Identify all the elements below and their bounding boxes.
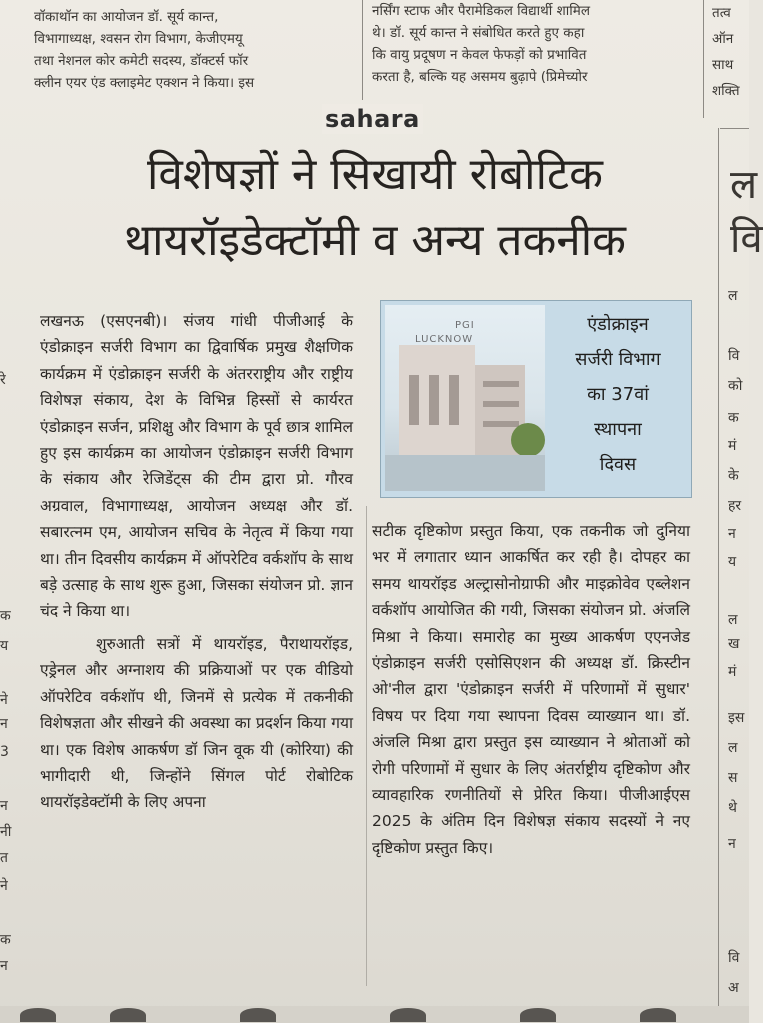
text-line: विभागाध्यक्ष, श्वसन रोग विभाग, केजीएमयू <box>34 31 243 47</box>
text-line: वॉकाथॉन का आयोजन डॉ. सूर्य कान्त, <box>34 9 219 25</box>
cut-glyph <box>390 1008 426 1022</box>
window <box>409 375 419 425</box>
column-rule <box>366 506 367 986</box>
column-rule <box>718 128 719 1008</box>
text-fragment: य <box>728 554 737 570</box>
building-photo <box>385 305 545 491</box>
text-fragment: इस <box>728 710 745 726</box>
text-line: थे। डॉ. सूर्य कान्त ने संबोधित करते हुए कहा <box>372 25 585 41</box>
section-rule <box>720 128 749 129</box>
text-fragment: क <box>0 932 11 948</box>
headline-line-1: विशेषज्ञों ने सिखायी रोबोटिक <box>147 149 603 200</box>
text-fragment: न <box>0 798 8 814</box>
text-fragment: क <box>728 410 739 426</box>
column-rule <box>362 0 363 100</box>
text-fragment: क <box>0 608 11 624</box>
text-fragment: रे <box>0 372 6 388</box>
top-right-article-end <box>372 0 698 104</box>
text-fragment: वि <box>728 348 740 364</box>
article-paragraph: सटीक दृष्टिकोण प्रस्तुत किया, एक तकनीक जो दुनिया भर में लगातार ध्यान आकर्षित कर रही है। दोपहर का समय थायरॉइड अल्ट्रासोनोग्राफी और माइक्रोवेव एब्लेशन वर्कशॉप आयोजित की गयी, जिसका संयोजन प्रो. अंजलि मिश्रा ने किया। समारोह का मुख्य आकर्षण एएनजेड एंडोक्राइन सर्जरी एसोसिएशन की अध्यक्ष डॉ. क्रिस्टीन ओ'नील द्वारा 'एंडोक्राइन सर्जरी में परिणामों में सुधार' विषय पर दिया गया स्थापना दिवस व्याख्यान था। डॉ. अंजलि मिश्रा द्वारा प्रस्तुत इस व्याख्यान ने श्रोताओं को रोगी परिणामों में सुधार के लिए अंतर्राष्ट्रीय दृष्टिकोण और व्यावहारिक रणनीतियों से प्रेरित किया। पीजीआईएस 2025 के अंतिम दिन विशेषज्ञ संकाय सदस्यों ने नए दृष्टिकोण प्रस्तुत किए। <box>372 522 690 857</box>
window <box>449 375 459 425</box>
far-right-column-fragment <box>712 0 749 106</box>
text-fragment: वि <box>728 950 740 966</box>
text-line: करता है, बल्कि यह असमय बुढ़ापे (प्रिमेच्योर <box>372 69 588 85</box>
caption-line: सर्जरी विभाग <box>575 349 661 370</box>
sahara-watermark: sahara <box>322 104 423 134</box>
text-fragment: न <box>0 716 8 732</box>
text-fragment: 3 <box>0 744 9 760</box>
cut-glyph <box>640 1008 676 1022</box>
caption-line: का 37वां <box>587 384 649 405</box>
adjacent-headline-fragment: ल <box>730 162 758 208</box>
text-fragment: ऑन <box>712 31 734 47</box>
caption-line: एंडोक्राइन <box>587 314 649 335</box>
caption-line: स्थापना <box>594 419 642 440</box>
text-fragment: हर <box>728 498 742 514</box>
article-paragraph: लखनऊ (एसएनबी)। संजय गांधी पीजीआई के एंडोक्राइन सर्जरी विभाग का द्विवार्षिक प्रमुख शैक्षणिक कार्यक्रम में एंडोक्राइन सर्जरी के अंतरराष्ट्रीय और राष्ट्रीय विशेषज्ञ संकाय, देश के विभिन्न हिस्सों से कार्यरत एंडोक्राइन सर्जन, प्रशिक्षु और विभाग के पूर्व छात्र शामिल हुए इस कार्यक्रम का आयोजन एंडोक्राइन सर्जरी विभाग के संकाय और रेजिडेंट्स की टीम द्वारा प्रो. गौरव अग्रवाल, विभागाध्यक्ष, आयोजन अध्यक्ष और डॉ. सबारत्नम एम, आयोजन सचिव के नेतृत्व में किया गया था। तीन दिवसीय कार्यक्रम में ऑपरेटिव वर्कशॉप के साथ बड़े उत्साह के साथ शुरू हुआ, जिसका संयोजन प्रो. ज्ञान चंद ने किया था। <box>40 312 353 621</box>
photo-caption <box>549 307 687 482</box>
text-fragment: मं <box>728 664 737 680</box>
window <box>483 381 519 387</box>
sign-text: LUCKNOW <box>415 334 474 345</box>
article-paragraph: शुरुआती सत्रों में थायरॉइड, पैराथायरॉइड, एड्रेनल और अग्नाशय की प्रक्रियाओं पर एक वीडियो ऑपरेटिव वर्कशॉप थी, जिनमें से प्रत्येक में तकनीकी विशेषज्ञता और सीखने की अवस्था का प्रदर्शन किया गया था। एक विशेष आकर्षण डॉ जिन वूक यी (कोरिया) की भागीदारी थी, जिन्होंने सिंगल पोर्ट रोबोटिक थायरॉइडेक्टॉमी के लिए अपना <box>40 634 353 812</box>
text-line: कि वायु प्रदूषण न केवल फेफड़ों को प्रभावित <box>372 47 587 63</box>
article-column-left <box>40 308 353 1004</box>
text-fragment: के <box>728 468 739 484</box>
text-line: नर्सिंग स्टाफ और पैरामेडिकल विद्यार्थी शामिल <box>372 3 590 19</box>
text-fragment: अ <box>728 980 739 996</box>
top-left-article-end <box>34 6 354 106</box>
text-fragment: न <box>0 958 8 974</box>
building-sign <box>415 319 475 347</box>
text-fragment: न <box>728 526 736 542</box>
next-article-headline-cutoff <box>0 1006 749 1023</box>
text-fragment: शक्ति <box>712 83 740 99</box>
headline-line-2: थायरॉइडेक्टॉमी व अन्य तकनीक <box>124 215 626 266</box>
photo-caption-box <box>380 300 692 498</box>
window <box>483 421 519 427</box>
text-fragment: न <box>728 836 736 852</box>
cut-glyph <box>520 1008 556 1022</box>
window <box>483 401 519 407</box>
text-fragment: स <box>728 770 738 786</box>
text-fragment: ने <box>0 878 8 894</box>
text-fragment: साथ <box>712 57 734 73</box>
text-fragment: ल <box>728 612 738 628</box>
article-column-right <box>372 518 690 1008</box>
text-fragment: नी <box>0 824 12 840</box>
text-fragment: त <box>0 850 8 866</box>
adjacent-headline-fragment: वि <box>730 216 763 262</box>
cut-glyph <box>110 1008 146 1022</box>
text-fragment: ख <box>728 636 740 652</box>
caption-line: दिवस <box>599 454 637 475</box>
text-fragment: य <box>0 638 9 654</box>
text-fragment: मं <box>728 438 737 454</box>
text-line: क्लीन एयर एंड क्लाइमेट एक्शन ने किया। इस <box>34 75 255 91</box>
window <box>429 375 439 425</box>
text-fragment: ल <box>728 740 738 756</box>
text-fragment: ने <box>0 692 8 708</box>
text-fragment: ल <box>728 288 738 304</box>
right-edge-fragments <box>724 282 749 1004</box>
left-edge-fragments <box>0 308 14 998</box>
text-fragment: को <box>728 378 743 394</box>
sign-text: PGI <box>455 320 475 331</box>
tree <box>511 423 545 457</box>
text-fragment: थे <box>728 800 737 816</box>
text-fragment: तत्व <box>712 5 731 21</box>
cut-glyph <box>20 1008 56 1022</box>
text-line: तथा नेशनल कोर कमेटी सदस्य, डॉक्टर्स फॉर <box>34 53 249 69</box>
cut-glyph <box>240 1008 276 1022</box>
column-rule <box>703 0 704 118</box>
ground <box>385 455 545 491</box>
